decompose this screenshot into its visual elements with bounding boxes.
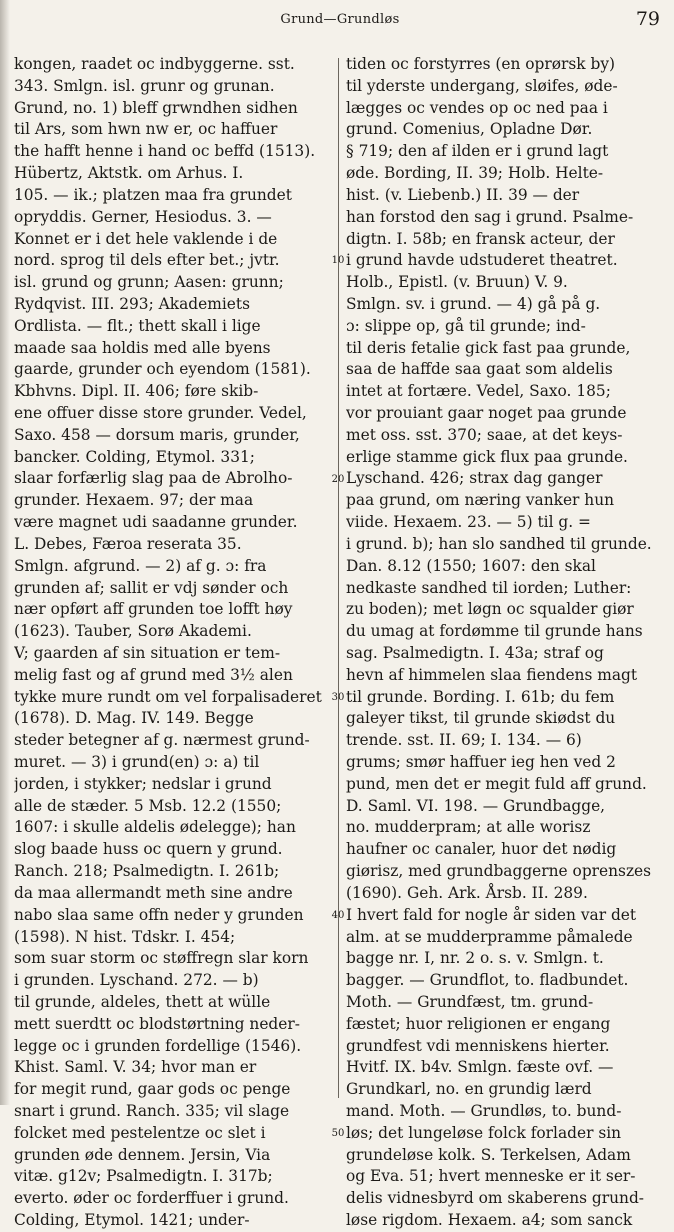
text-line: Smlgn. afgrund. — 2) af g. ɔ: fra (14, 556, 267, 575)
text-line: L. Debes, Færoa reserata 35. (14, 534, 242, 553)
text-line: Saxo. 458 — dorsum maris, grunder, (14, 425, 300, 444)
text-line: Smlgn. sv. i grund. — 4) gå på g. (346, 294, 601, 313)
page-number: 79 (635, 8, 660, 30)
text-line: da maa allermandt meth sine andre (14, 883, 293, 902)
text-line: 1607: i skulle aldelis ødelegge); han (14, 818, 296, 837)
text-line: Khist. Saml. V. 34; hvor man er (14, 1058, 257, 1077)
text-line: paa grund, om næring vanker hun (346, 491, 615, 510)
running-head: Grund—Grundløs (280, 12, 400, 27)
text-line: i grunden. Lyschand. 272. — b) (14, 971, 259, 990)
text-line: til yderste undergang, sløifes, øde- (346, 76, 618, 95)
text-line: maade saa holdis med alle byens (14, 338, 271, 357)
text-line: grunder. Hexaem. 97; der maa (14, 491, 254, 510)
text-line: snart i grund. Ranch. 335; vil slage (14, 1102, 290, 1120)
text-line: alm. at se mudderpramme påmalede (346, 927, 633, 946)
text-line: øde. Bording, II. 39; Holb. Helte- (346, 164, 604, 183)
text-line: vor prouiant gaar noget paa grunde (346, 404, 627, 422)
text-line: digtn. I. 58b; en fransk acteur, der (346, 229, 615, 248)
text-line: hist. (v. Liebenb.) II. 39 — der (346, 185, 580, 204)
text-line: haufner oc canaler, huor det nødig (346, 840, 617, 859)
text-line: grums; smør haffuer ieg hen ved 2 (346, 753, 616, 771)
text-line: giørisz, med grundbaggerne oprenszes (346, 862, 652, 881)
text-line: som suar storm oc støffregn slar korn (14, 949, 309, 968)
text-line: Kbhvns. Dipl. II. 406; føre skib- (14, 382, 259, 401)
text-line: § 719; den af ilden er i grund lagt (346, 142, 609, 161)
text-line: melig fast og af grund med 3½ alen (14, 665, 293, 684)
line-number: 20 (331, 473, 345, 485)
text-line: (1598). N hist. Tdskr. I. 454; (14, 927, 236, 946)
text-line: no. mudderpram; at alle worisz (346, 818, 591, 837)
text-line: nord. sprog til dels efter bet.; jvtr. (14, 251, 280, 270)
text-line: nær opført aff grunden toe lofft høy (14, 600, 293, 619)
text-line: D. Saml. VI. 198. — Grundbagge, (346, 796, 606, 815)
text-line: met oss. sst. 370; saae, at det keys- (346, 425, 623, 444)
text-line: legge oc i grunden fordellige (1546). (14, 1036, 302, 1055)
text-line: galeyer tikst, til grunde skiødst du (346, 709, 616, 728)
left-column (14, 54, 330, 1232)
text-line: trende. sst. II. 69; I. 134. — 6) (346, 731, 582, 750)
page-edge-shadow (0, 0, 10, 1105)
text-line: erlige stamme gick flux paa grunde. (346, 447, 628, 466)
text-line: tykke mure rundt om vel forpalisaderet (14, 687, 322, 706)
text-line: til grunde. Bording. I. 61b; du fem (346, 687, 615, 706)
text-line: mett suerdtt oc blodstørtning neder- (14, 1014, 300, 1033)
line-number: 40 (331, 909, 345, 921)
text-line: Lyschand. 426; strax dag ganger (346, 469, 603, 488)
text-line: løs; det lungeløse folck forlader sin (346, 1123, 622, 1142)
text-line: løse rigdom. Hexaem. a4; som sanck (346, 1211, 633, 1230)
text-line: Hvitf. IX. b4v. Smlgn. fæste ovf. — (346, 1058, 614, 1077)
text-line: slaar forfærlig slag paa de Abrolho- (14, 469, 293, 488)
text-line: sag. Psalmedigtn. I. 43a; straf og (346, 643, 604, 662)
text-line: alle de stæder. 5 Msb. 12.2 (1550; (14, 796, 282, 815)
text-line: nabo slaa same offn neder y grunden (14, 905, 304, 924)
text-line: gaarde, grunder och eyendom (1581). (14, 360, 311, 379)
text-line: slog baade huss oc quern y grund. (14, 840, 283, 859)
text-line: han forstod den sag i grund. Psalme- (346, 207, 634, 226)
text-line: grund. Comenius, Opladne Dør. (346, 120, 593, 139)
text-line: Grundkarl, no. en grundig lærd (346, 1080, 592, 1099)
text-line: Rydqvist. III. 293; Akademiets (14, 294, 250, 313)
text-line: Dan. 8.12 (1550; 1607: den skal (346, 556, 596, 575)
text-line: Ordlista. — flt.; thett skall i lige (14, 316, 261, 335)
column-divider (338, 58, 339, 1098)
text-line: til Ars, som hwn nw er, oc haffuer (14, 120, 278, 139)
text-line: 343. Smlgn. isl. grunr og grunan. (14, 76, 275, 95)
text-line: hevn af himmelen slaa fiendens magt (346, 665, 638, 684)
text-line: viide. Hexaem. 23. — 5) til g. = (346, 513, 591, 532)
text-line: vitæ. g12v; Psalmedigtn. I. 317b; (14, 1167, 273, 1186)
text-line: du umag at fordømme til grunde hans (346, 622, 643, 641)
text-line: Konnet er i det hele vaklende i de (14, 229, 278, 248)
text-line: Hübertz, Aktstk. om Arhus. I. (14, 164, 244, 183)
text-line: ɔ: slippe op, gå til grunde; ind- (346, 316, 586, 335)
right-column (346, 54, 666, 1232)
text-line: kongen, raadet oc indbyggerne. sst. (14, 55, 295, 73)
text-line: tiden oc forstyrres (en oprørsk by) (346, 55, 616, 73)
text-line: Ranch. 218; Psalmedigtn. I. 261b; (14, 862, 280, 881)
text-line: I hvert fald for nogle år siden var det (346, 905, 637, 924)
text-line: være magnet udi saadanne grunder. (14, 513, 298, 532)
text-line: (1623). Tauber, Sorø Akademi. (14, 622, 252, 641)
text-line: for megit rund, gaar gods oc penge (14, 1080, 291, 1099)
text-line: isl. grund og grunn; Aasen: grunn; (14, 273, 284, 292)
text-line: grunden af; sallit er vdj sønder och (14, 578, 289, 597)
text-line: nedkaste sandhed til iorden; Luther: (346, 578, 632, 597)
text-line: bagger. — Grundflot, to. fladbundet. (346, 971, 629, 990)
text-line: steder betegner af g. nærmest grund- (14, 731, 310, 750)
text-line: grundeløse kolk. S. Terkelsen, Adam (346, 1145, 631, 1164)
text-line: mand. Moth. — Grundløs, to. bund- (346, 1102, 622, 1120)
line-number: 50 (331, 1128, 345, 1140)
page-header (0, 8, 674, 32)
text-line: ene offuer disse store grunder. Vedel, (14, 404, 307, 422)
text-line: jorden, i stykker; nedslar i grund (14, 774, 272, 793)
text-line: zu boden); met løgn oc squalder giør (346, 600, 634, 619)
text-line: bagge nr. I, nr. 2 o. s. v. Smlgn. t. (346, 949, 604, 968)
text-line: fæstet; huor religionen er engang (346, 1014, 611, 1033)
text-line: Moth. — Grundfæst, tm. grund- (346, 992, 594, 1011)
text-line: opryddis. Gerner, Hesiodus. 3. — (14, 207, 272, 226)
text-line: i grund havde udstuderet theatret. (346, 251, 618, 270)
text-line: everto. øder oc forderffuer i grund. (14, 1189, 289, 1208)
text-line: saa de haffde saa gaat som aldelis (346, 360, 613, 379)
text-line: V; gaarden af sin situation er tem- (14, 643, 281, 662)
text-line: the hafft henne i hand oc beffd (1513). (14, 142, 316, 161)
text-line: muret. — 3) i grund(en) ɔ: a) til (14, 753, 260, 771)
text-line: grunden øde dennem. Jersin, Via (14, 1145, 271, 1164)
text-line: (1690). Geh. Ark. Årsb. II. 289. (346, 883, 588, 902)
line-number: 30 (331, 691, 345, 703)
text-line: i grund. b); han slo sandhed til grunde. (346, 534, 652, 553)
text-line: bancker. Colding, Etymol. 331; (14, 447, 255, 466)
text-line: grundfest vdi menniskens hierter. (346, 1036, 610, 1055)
text-line: Grund, no. 1) bleff grwndhen sidhen (14, 98, 298, 117)
text-line: Colding, Etymol. 1421; under- (14, 1211, 250, 1230)
text-line: intet at fortære. Vedel, Saxo. 185; (346, 382, 611, 401)
text-line: til deris fetalie gick fast paa grunde, (346, 338, 631, 357)
text-line: til grunde, aldeles, thett at wülle (14, 992, 271, 1011)
text-line: og Eva. 51; hvert menneske er it ser- (346, 1167, 636, 1186)
text-line: delis vidnesbyrd om skaberens grund- (346, 1189, 644, 1208)
text-line: folcket med pestelentze oc slet i (14, 1123, 266, 1142)
text-line: (1678). D. Mag. IV. 149. Begge (14, 709, 254, 728)
line-number: 10 (331, 255, 345, 267)
text-line: lægges oc vendes op oc ned paa i (346, 98, 608, 117)
text-line: 105. — ik.; platzen maa fra grundet (14, 185, 292, 204)
text-line: pund, men det er megit fuld aff grund. (346, 774, 647, 793)
text-line: Holb., Epistl. (v. Bruun) V. 9. (346, 273, 568, 292)
